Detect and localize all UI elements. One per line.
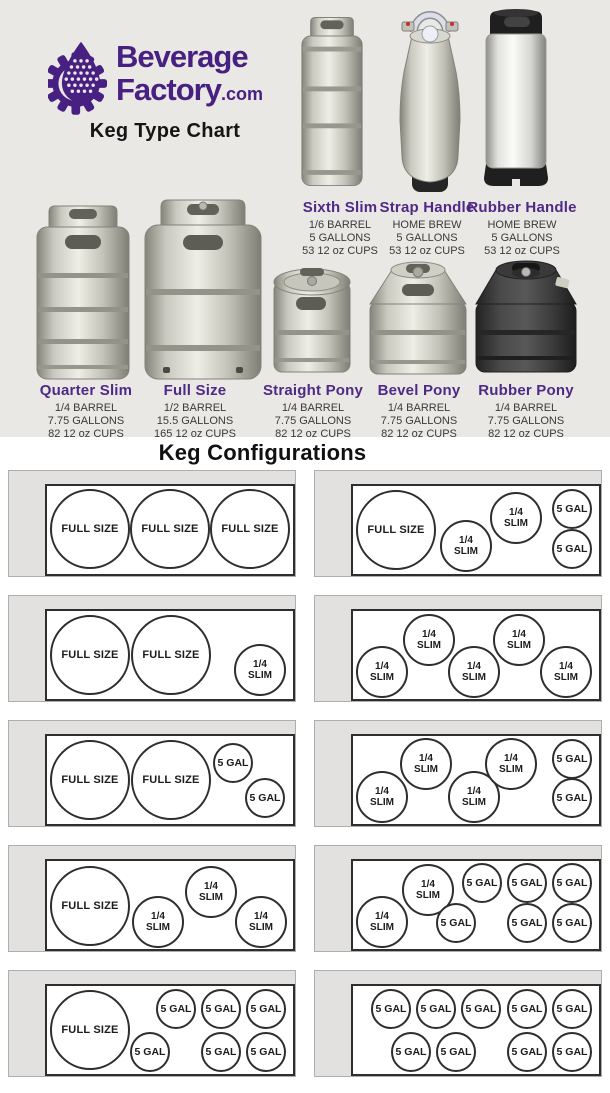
keg-circle-slim: 1/4 SLIM bbox=[234, 644, 286, 696]
config-panel-1 bbox=[8, 470, 296, 577]
keg-spec: 1/4 BARREL bbox=[54, 402, 118, 414]
keg-circle-slim: 1/4 SLIM bbox=[493, 614, 545, 666]
keg-circle-gal: 5 GAL bbox=[552, 989, 592, 1029]
keg-spec: 53 12 oz CUPS bbox=[389, 245, 465, 257]
keg-circle-gal: 5 GAL bbox=[552, 903, 592, 943]
keg-configurations-title: Keg Configurations bbox=[158, 440, 367, 465]
keg-circle-gal: 5 GAL bbox=[552, 778, 592, 818]
keg-circle-full: FULL SIZE bbox=[130, 489, 210, 569]
keg-spec: 15.5 GALLONS bbox=[156, 415, 234, 427]
keg-circle-gal: 5 GAL bbox=[552, 1032, 592, 1072]
keg-spec: 7.75 GALLONS bbox=[380, 415, 458, 427]
keg-circle-gal: 5 GAL bbox=[552, 863, 592, 903]
keg-circle-slim: 1/4 SLIM bbox=[440, 520, 492, 572]
keg-spec: 53 12 oz CUPS bbox=[484, 245, 560, 257]
config-panel-inner bbox=[45, 609, 295, 701]
keg-spec: 7.75 GALLONS bbox=[47, 415, 125, 427]
keg-label-full-size bbox=[135, 382, 255, 441]
keg-circle-full: FULL SIZE bbox=[50, 740, 130, 820]
keg-circle-gal: 5 GAL bbox=[156, 989, 196, 1029]
config-panel-9 bbox=[8, 970, 296, 1077]
keg-circle-gal: 5 GAL bbox=[245, 778, 285, 818]
config-panel-6 bbox=[314, 720, 602, 827]
keg-spec: 82 12 oz CUPS bbox=[488, 428, 564, 440]
config-panel-10 bbox=[314, 970, 602, 1077]
keg-circle-slim: 1/4 SLIM bbox=[356, 771, 408, 823]
keg-spec: 5 GALLONS bbox=[396, 232, 458, 244]
keg-spec: HOME BREW bbox=[487, 219, 557, 231]
keg-circle-full: FULL SIZE bbox=[131, 615, 211, 695]
keg-spec: 5 GALLONS bbox=[309, 232, 371, 244]
keg-spec: 165 12 oz CUPS bbox=[154, 428, 236, 440]
keg-circle-full: FULL SIZE bbox=[210, 489, 290, 569]
keg-circle-slim: 1/4 SLIM bbox=[185, 866, 237, 918]
keg-label-bevel-pony bbox=[359, 382, 479, 441]
keg-circle-slim: 1/4 SLIM bbox=[485, 738, 537, 790]
keg-circle-full: FULL SIZE bbox=[50, 489, 130, 569]
keg-circle-slim: 1/4 SLIM bbox=[490, 492, 542, 544]
config-panel-inner bbox=[351, 734, 601, 826]
config-panel-4 bbox=[314, 595, 602, 702]
keg-name: Straight Pony bbox=[262, 382, 364, 399]
keg-name: Bevel Pony bbox=[377, 382, 461, 399]
keg-circle-slim: 1/4 SLIM bbox=[132, 896, 184, 948]
sixth-slim-keg-image bbox=[298, 12, 366, 199]
full-size-keg-image bbox=[141, 197, 265, 386]
keg-name: Strap Handle bbox=[379, 199, 475, 216]
keg-spec: 82 12 oz CUPS bbox=[381, 428, 457, 440]
keg-spec: 82 12 oz CUPS bbox=[275, 428, 351, 440]
keg-label-rubber-pony bbox=[466, 382, 586, 441]
keg-spec: 82 12 oz CUPS bbox=[48, 428, 124, 440]
keg-circle-full: FULL SIZE bbox=[50, 615, 130, 695]
keg-circle-gal: 5 GAL bbox=[416, 989, 456, 1029]
config-panel-inner bbox=[351, 984, 601, 1076]
keg-circle-slim: 1/4 SLIM bbox=[448, 646, 500, 698]
keg-circle-slim: 1/4 SLIM bbox=[540, 646, 592, 698]
config-panel-5 bbox=[8, 720, 296, 827]
keg-label-straight-pony bbox=[253, 382, 373, 441]
keg-circle-gal: 5 GAL bbox=[130, 1032, 170, 1072]
keg-circle-full: FULL SIZE bbox=[356, 490, 436, 570]
rubber-pony-keg-image bbox=[474, 258, 578, 381]
keg-spec: 1/4 BARREL bbox=[494, 402, 558, 414]
keg-circle-gal: 5 GAL bbox=[436, 1032, 476, 1072]
keg-circle-gal: 5 GAL bbox=[213, 743, 253, 783]
config-panel-2 bbox=[314, 470, 602, 577]
straight-pony-keg-image bbox=[270, 266, 354, 385]
config-panel-8 bbox=[314, 845, 602, 952]
keg-circle-slim: 1/4 SLIM bbox=[448, 771, 500, 823]
config-panel-inner bbox=[45, 484, 295, 576]
keg-circle-gal: 5 GAL bbox=[436, 903, 476, 943]
gear-droplet-icon bbox=[48, 36, 114, 124]
keg-circle-gal: 5 GAL bbox=[507, 989, 547, 1029]
config-panel-inner bbox=[351, 859, 601, 951]
keg-spec: 5 GALLONS bbox=[491, 232, 553, 244]
quarter-slim-keg-image bbox=[33, 203, 133, 386]
keg-name: Rubber Pony bbox=[478, 382, 574, 399]
keg-circle-gal: 5 GAL bbox=[461, 989, 501, 1029]
keg-circle-slim: 1/4 SLIM bbox=[356, 896, 408, 948]
keg-spec: 1/2 BARREL bbox=[163, 402, 227, 414]
keg-label-quarter-slim bbox=[26, 382, 146, 441]
keg-name: Quarter Slim bbox=[39, 382, 133, 399]
config-panel-3 bbox=[8, 595, 296, 702]
keg-type-chart-title: Keg Type Chart bbox=[89, 120, 241, 142]
beverage-factory-logo-icon bbox=[48, 36, 114, 124]
config-panel-inner bbox=[45, 984, 295, 1076]
logo-word-factory: Factory.com bbox=[116, 72, 263, 107]
keg-circle-gal: 5 GAL bbox=[552, 529, 592, 569]
config-panel-inner bbox=[45, 859, 295, 951]
keg-circle-slim: 1/4 SLIM bbox=[403, 614, 455, 666]
keg-circle-slim: 1/4 SLIM bbox=[400, 738, 452, 790]
logo-wordmark bbox=[116, 40, 263, 111]
config-panel-7 bbox=[8, 845, 296, 952]
keg-circle-gal: 5 GAL bbox=[201, 1032, 241, 1072]
keg-circle-full: FULL SIZE bbox=[50, 990, 130, 1070]
keg-spec: 53 12 oz CUPS bbox=[302, 245, 378, 257]
keg-circle-full: FULL SIZE bbox=[50, 866, 130, 946]
keg-circle-gal: 5 GAL bbox=[371, 989, 411, 1029]
keg-spec: 1/4 BARREL bbox=[387, 402, 451, 414]
keg-circle-slim: 1/4 SLIM bbox=[235, 896, 287, 948]
config-panel-inner bbox=[351, 609, 601, 701]
keg-spec: 7.75 GALLONS bbox=[274, 415, 352, 427]
bevel-pony-keg-image bbox=[368, 260, 468, 383]
strap-handle-keg-image bbox=[388, 10, 472, 199]
keg-circle-gal: 5 GAL bbox=[507, 903, 547, 943]
keg-circle-gal: 5 GAL bbox=[246, 1032, 286, 1072]
keg-name: Full Size bbox=[163, 382, 227, 399]
keg-spec: 7.75 GALLONS bbox=[487, 415, 565, 427]
logo-word-beverage: Beverage bbox=[116, 39, 248, 74]
keg-circle-gal: 5 GAL bbox=[507, 1032, 547, 1072]
keg-circle-full: FULL SIZE bbox=[131, 740, 211, 820]
keg-circle-gal: 5 GAL bbox=[201, 989, 241, 1029]
logo-suffix: .com bbox=[220, 84, 263, 104]
keg-name: Sixth Slim bbox=[302, 199, 378, 216]
keg-circle-gal: 5 GAL bbox=[507, 863, 547, 903]
keg-circle-gal: 5 GAL bbox=[391, 1032, 431, 1072]
keg-name: Rubber Handle bbox=[467, 199, 577, 216]
keg-circle-gal: 5 GAL bbox=[552, 739, 592, 779]
keg-circle-gal: 5 GAL bbox=[462, 863, 502, 903]
keg-circle-slim: 1/4 SLIM bbox=[402, 864, 454, 916]
keg-circle-gal: 5 GAL bbox=[246, 989, 286, 1029]
keg-label-rubber-handle bbox=[463, 199, 581, 258]
keg-circle-gal: 5 GAL bbox=[552, 489, 592, 529]
keg-spec: 1/6 BARREL bbox=[308, 219, 372, 231]
keg-spec: 1/4 BARREL bbox=[281, 402, 345, 414]
config-panel-inner bbox=[351, 484, 601, 576]
keg-spec: HOME BREW bbox=[392, 219, 462, 231]
rubber-handle-keg-image bbox=[478, 6, 554, 199]
keg-circle-slim: 1/4 SLIM bbox=[356, 646, 408, 698]
config-panel-inner bbox=[45, 734, 295, 826]
